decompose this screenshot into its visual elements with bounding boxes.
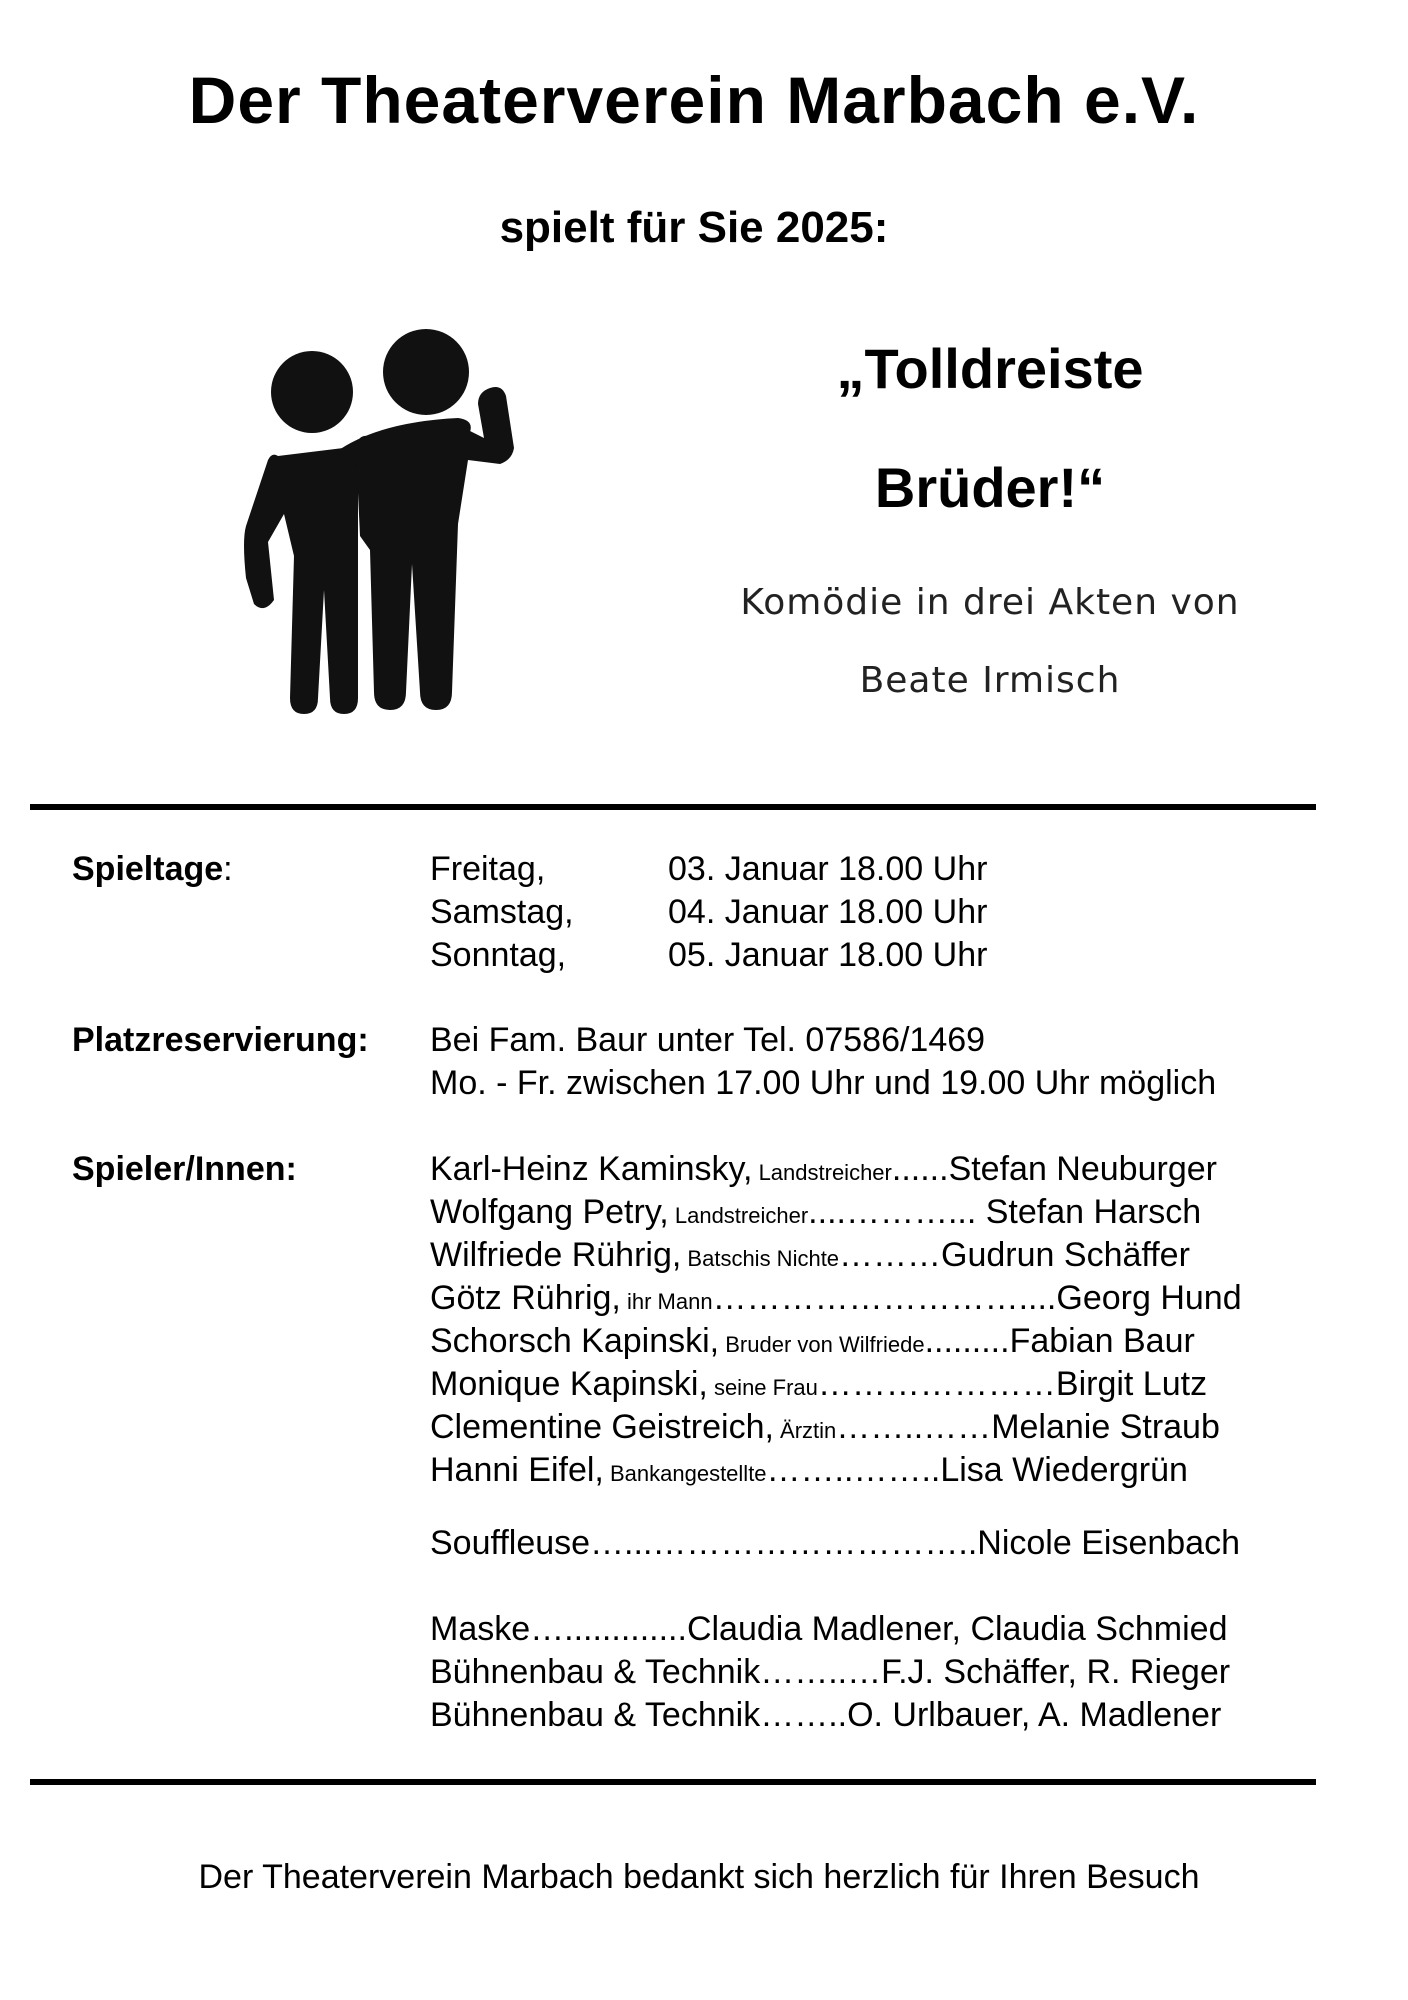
cast-row: Clementine Geistreich, Ärztin……..……Melanie Straub	[430, 1408, 1220, 1446]
schedule-row-1: Freitag, 03. Januar 18.00 Uhr	[430, 850, 988, 888]
cast-row: Hanni Eifel, Bankangestellte……..……..Lisa Wiedergrün	[430, 1451, 1188, 1489]
cast-row: Karl-Heinz Kaminsky, Landstreicher......Stefan Neuburger	[430, 1150, 1217, 1188]
cast-row: Schorsch Kapinski, Bruder von Wilfriede.........Fabian Baur	[430, 1322, 1195, 1360]
cast-row: Monique Kapinski, seine Frau…………………Birgit Lutz	[430, 1365, 1208, 1403]
right-person-head	[383, 329, 469, 415]
play-title-line1: „Tolldreiste	[836, 337, 1144, 400]
left-person-head	[271, 351, 353, 433]
play-author: Beate Irmisch	[859, 660, 1121, 701]
bottom-divider	[30, 1779, 1316, 1785]
two-people-embracing-icon	[238, 328, 558, 728]
page-subtitle: spielt für Sie 2025:	[499, 203, 889, 252]
maske-row: Maske….............Claudia Madlener, Claudia Schmied	[430, 1610, 1228, 1648]
reservation-label: Platzreservierung:	[72, 1021, 369, 1059]
thanks-footer: Der Theaterverein Marbach bedankt sich herzlich für Ihren Besuch	[198, 1858, 1200, 1896]
buehnenbau-row-1: Bühnenbau & Technik……..…F.J. Schäffer, R. Rieger	[430, 1653, 1231, 1691]
schedule-row-2: Samstag, 04. Januar 18.00 Uhr	[430, 893, 988, 931]
souffleuse-row: Souffleuse…...………………………..Nicole Eisenbach	[430, 1524, 1240, 1562]
schedule-row-3: Sonntag, 05. Januar 18.00 Uhr	[430, 936, 988, 974]
cast-row: Götz Rührig, ihr Mann………………………....Georg Hund	[430, 1279, 1242, 1317]
top-divider	[30, 804, 1316, 810]
schedule-label: Spieltage:	[72, 850, 233, 888]
cast-row: Wolfgang Petry, Landstreicher....………... Stefan Harsch	[430, 1193, 1202, 1231]
reservation-line-2: Mo. - Fr. zwischen 17.00 Uhr und 19.00 Uhr möglich	[430, 1064, 1217, 1102]
buehnenbau-row-2: Bühnenbau & Technik……..O. Urlbauer, A. Madlener	[430, 1696, 1222, 1734]
page-title: Der Theaterverein Marbach e.V.	[188, 63, 1200, 137]
play-genre-line1: Komödie in drei Akten von	[740, 582, 1240, 623]
reservation-line-1: Bei Fam. Baur unter Tel. 07586/1469	[430, 1021, 986, 1059]
play-title-line2: Brüder!“	[874, 456, 1106, 519]
cast-row: Wilfriede Rührig, Batschis Nichte………Gudrun Schäffer	[430, 1236, 1190, 1274]
cast-label: Spieler/Innen:	[72, 1150, 297, 1188]
